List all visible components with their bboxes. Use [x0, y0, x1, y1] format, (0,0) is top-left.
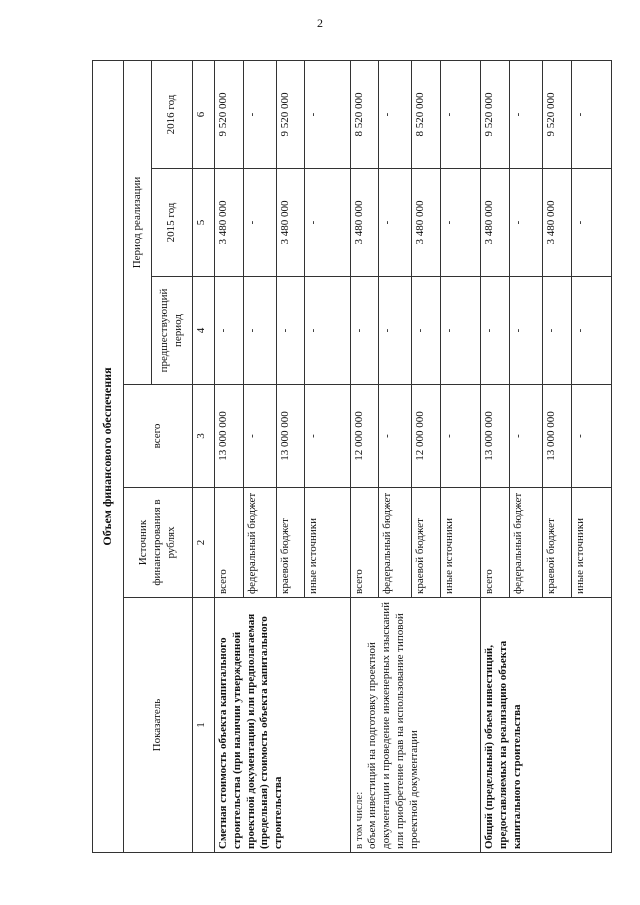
- total-cell: 13 000 000: [481, 385, 510, 488]
- y2016-cell: 8 520 000: [350, 61, 379, 169]
- y2016-cell: 9 520 000: [542, 61, 571, 169]
- col-number: 2: [192, 488, 214, 598]
- total-cell: -: [440, 385, 480, 488]
- table-row: [215, 61, 244, 853]
- y2016-cell: -: [305, 61, 350, 169]
- header-2015: 2015 год: [152, 169, 192, 277]
- y2016-cell: -: [509, 61, 542, 169]
- prev-cell: -: [412, 277, 441, 385]
- y2015-cell: 3 480 000: [350, 169, 379, 277]
- total-cell: -: [305, 385, 350, 488]
- source-cell: всего: [350, 488, 379, 598]
- page-number: 2: [317, 16, 323, 30]
- y2016-cell: 9 520 000: [481, 61, 510, 169]
- col-number: 3: [192, 385, 214, 488]
- y2015-cell: -: [243, 169, 276, 277]
- header-2016: 2016 год: [152, 61, 192, 169]
- source-cell: федеральный бюджет: [243, 488, 276, 598]
- prev-cell: -: [276, 277, 305, 385]
- y2016-cell: 9 520 000: [215, 61, 244, 169]
- source-cell: краевой бюджет: [276, 488, 305, 598]
- source-cell: всего: [481, 488, 510, 598]
- header-previous: предшествующий период: [152, 277, 192, 385]
- group-label: Общий (предельный) объем инвестиций, предоставляемых на реализацию объекта капитального строительства: [481, 598, 612, 853]
- prev-cell: -: [571, 277, 612, 385]
- header-total: всего: [123, 385, 192, 488]
- total-cell: -: [379, 385, 412, 488]
- y2016-cell: -: [571, 61, 612, 169]
- total-cell: 12 000 000: [412, 385, 441, 488]
- y2016-cell: -: [243, 61, 276, 169]
- source-cell: федеральный бюджет: [509, 488, 542, 598]
- rotated-table-container: [92, 61, 612, 853]
- total-cell: 13 000 000: [215, 385, 244, 488]
- y2016-cell: -: [440, 61, 480, 169]
- source-cell: краевой бюджет: [412, 488, 441, 598]
- prev-cell: -: [215, 277, 244, 385]
- financing-table: [92, 60, 612, 853]
- prev-cell: -: [440, 277, 480, 385]
- header-source: Источник финансирования в рублях: [123, 488, 192, 598]
- prev-cell: -: [509, 277, 542, 385]
- total-cell: 12 000 000: [350, 385, 379, 488]
- source-cell: краевой бюджет: [542, 488, 571, 598]
- group-label-text: объем инвестиций на подготовку проектной документации и проведение инженерных изысканий или приобретение прав на использование типовой проектной документации: [366, 601, 420, 849]
- source-cell: иные источники: [305, 488, 350, 598]
- total-cell: 13 000 000: [542, 385, 571, 488]
- table-row: [481, 61, 510, 853]
- y2015-cell: -: [509, 169, 542, 277]
- group-label: Сметная стоимость объекта капитального строительства (при наличии утвержденной проектной документации) или предполагаемая (предельная) стоимость объекта капитального строительства: [215, 598, 350, 853]
- col-number: 1: [192, 598, 214, 853]
- group-label: [350, 598, 481, 853]
- total-cell: -: [571, 385, 612, 488]
- y2015-cell: -: [440, 169, 480, 277]
- header-period: Период реализации: [123, 61, 152, 385]
- table-title: Объем финансового обеспечения: [93, 61, 124, 853]
- y2015-cell: 3 480 000: [542, 169, 571, 277]
- y2015-cell: 3 480 000: [276, 169, 305, 277]
- source-cell: иные источники: [571, 488, 612, 598]
- prev-cell: -: [243, 277, 276, 385]
- table-row: [350, 61, 379, 853]
- prev-cell: -: [305, 277, 350, 385]
- total-cell: -: [243, 385, 276, 488]
- prev-cell: -: [350, 277, 379, 385]
- y2015-cell: -: [305, 169, 350, 277]
- source-cell: федеральный бюджет: [379, 488, 412, 598]
- source-cell: всего: [215, 488, 244, 598]
- y2016-cell: 8 520 000: [412, 61, 441, 169]
- y2016-cell: 9 520 000: [276, 61, 305, 169]
- col-number: 5: [192, 169, 214, 277]
- prev-cell: -: [379, 277, 412, 385]
- y2016-cell: -: [379, 61, 412, 169]
- y2015-cell: 3 480 000: [215, 169, 244, 277]
- total-cell: -: [509, 385, 542, 488]
- prev-cell: -: [481, 277, 510, 385]
- source-cell: иные источники: [440, 488, 480, 598]
- y2015-cell: 3 480 000: [481, 169, 510, 277]
- y2015-cell: 3 480 000: [412, 169, 441, 277]
- total-cell: 13 000 000: [276, 385, 305, 488]
- y2015-cell: -: [379, 169, 412, 277]
- header-indicator: Показатель: [123, 598, 192, 853]
- col-number: 4: [192, 277, 214, 385]
- prev-cell: -: [542, 277, 571, 385]
- y2015-cell: -: [571, 169, 612, 277]
- group-label-prefix: в том числе:: [352, 791, 365, 849]
- col-number: 6: [192, 61, 214, 169]
